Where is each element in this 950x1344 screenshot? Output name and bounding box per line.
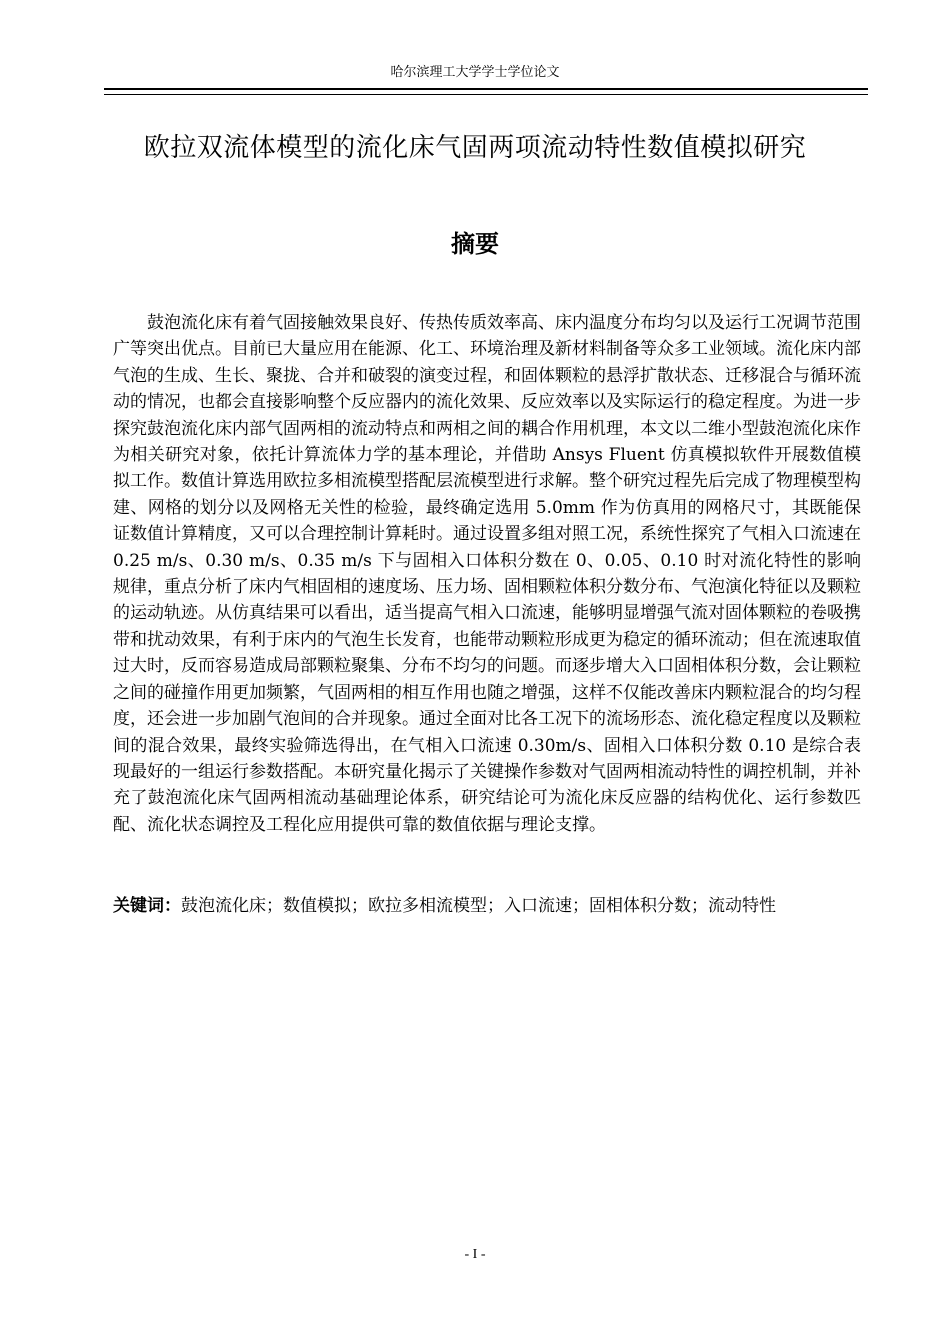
keywords-line bbox=[113, 893, 873, 919]
page-number: - I - bbox=[464, 1247, 486, 1262]
thesis-title: 欧拉双流体模型的流化床气固两项流动特性数值模拟研究 bbox=[143, 133, 807, 163]
keywords-label: 关键词： bbox=[113, 896, 181, 916]
header-rule-thick bbox=[104, 88, 868, 90]
header-rule-thin bbox=[104, 94, 868, 95]
abstract-body: 鼓泡流化床有着气固接触效果良好、传热传质效率高、床内温度分布均匀以及运行工况调节范围广等突出优点。目前已大量应用在能源、化工、环境治理及新材料制备等众多工业领域。流化床内部气泡的生成、生长、聚拢、合并和破裂的演变过程，和固体颗粒的悬浮扩散状态、迁移混合与循环流动的情况，也都会直接影响整个反应器内的流化效果、反应效率以及实际运行的稳定程度。为进一步探究鼓泡流化床内部气固两相的流动特点和两相之间的耦合作用机理，本文以二维小型鼓泡流化床作为相关研究对象，依托计算流体力学的基本理论，并借助 Ansys Fluent 仿真模拟软件开展数值模拟工作。数值计算选用欧拉多相流模型搭配层流模型进行求解。整个研究过程先后完成了物理模型构建、网格的划分以及网格无关性的检验，最终确定选用 5.0mm 作为仿真用的网格尺寸，其既能保证数值计算精度，又可以合理控制计算耗时。通过设置多组对照工况，系统性探究了气相入口流速在 0.25 m/s、0.30 m/s、0.35 m/s 下与固相入口体积分数在 0、0.05、0.10 时对流化特性的影响规律，重点分析了床内气相固相的速度场、压力场、固相颗粒体积分数分布、气泡演化特征以及颗粒的运动轨迹。从仿真结果可以看出，适当提高气相入口流速，能够明显增强气流对固体颗粒的卷吸携带和扰动效果，有利于床内的气泡生长发育，也能带动颗粒形成更为稳定的循环流动；但在流速取值过大时，反而容易造成局部颗粒聚集、分布不均匀的问题。而逐步增大入口固相体积分数，会让颗粒之间的碰撞作用更加频繁，气固两相的相互作用也随之增强，这样不仅能改善床内颗粒混合的均匀程度，还会进一步加剧气泡间的合并现象。通过全面对比各工况下的流场形态、流化稳定程度以及颗粒间的混合效果，最终实验筛选得出，在气相入口流速 0.30m/s、固相入口体积分数 0.10 是综合表现最好的一组运行参数搭配。本研究量化揭示了关键操作参数对气固两相流动特性的调控机制，并补充了鼓泡流化床气固两相流动基础理论体系，研究结论可为流化床反应器的结构优化、运行参数匹配、流化状态调控及工程化应用提供可靠的数值依据与理论支撑。 bbox=[113, 313, 861, 835]
running-header: 哈尔滨理工大学学士学位论文 bbox=[390, 65, 560, 80]
keywords-text: 鼓泡流化床；数值模拟；欧拉多相流模型；入口流速；固相体积分数；流动特性 bbox=[181, 896, 776, 916]
abstract-heading: 摘要 bbox=[451, 230, 499, 258]
